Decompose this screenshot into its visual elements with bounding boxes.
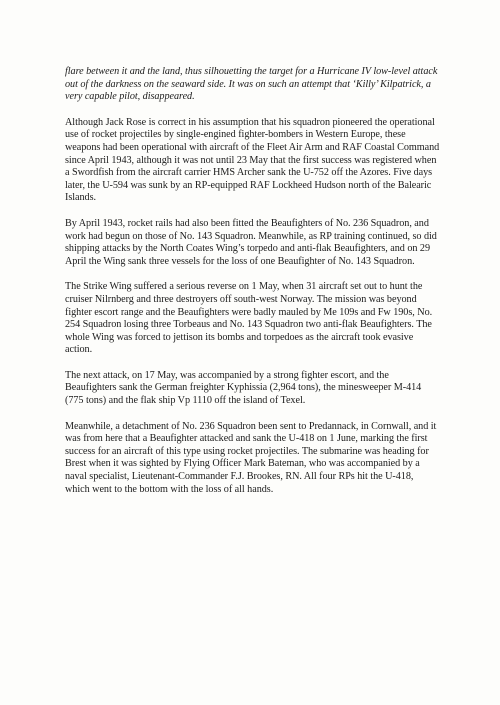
paragraph-rocket-rails: By April 1943, rocket rails had also been fitted the Beaufighters of No. 236 Squadron, and work had begun on those of No. 143 Squadron. Meanwhile, as RP training continued, so did shipping attacks by the North Coates Wing’s torpedo and anti-flak Beaufighters, and on 29 April the Wing sank three vessels for the loss of one Beaufighter of No. 143 Squadron. — [65, 217, 437, 267]
paragraph-quote-continuation: flare between it and the land, thus silhouetting the target for a Hurricane IV low-level attack out of the darkness on the seaward side. It was on such an attempt that ‘Killy’ Kilpatrick, a very capable pilot, disappeared. — [65, 66, 438, 103]
paragraph-rocket-projectiles: Although Jack Rose is correct in his assumption that his squadron pioneered the operational use of rocket projectiles by single-engined fighter-bombers in Western Europe, these weapons had been operational with aircraft of the Fleet Air Arm and RAF Coastal Command since April 1943, although it was not until 23 May that the first success was registered when a Swordfish from the aircraft carrier HMS Archer sank the U-752 off the Azores. Five days later, the U-594 was sunk by an RP-equipped RAF Lockheed Hudson north of the Balearic Islands. — [65, 116, 440, 204]
paragraph-predannack-detachment: Meanwhile, a detachment of No. 236 Squadron been sent to Predannack, in Cornwall, and it was from here that a Beaufighter attacked and sank the U-418 on 1 June, marking the first success for an aircraft of this type using rocket projectiles. The submarine was heading for Brest when it was sighted by Flying Officer Mark Bateman, who was accompanied by a naval specialist, Lieutenant-Commander F.J. Brookes, RN. All four RPs hit the U-418, which went to the bottom with the loss of all hands. — [65, 420, 437, 495]
paragraph-next-attack: The next attack, on 17 May, was accompanied by a strong fighter escort, and the Beaufighters sank the German freighter Kyphissia (2,964 tons), the minesweeper M-414 (775 tons) and the flak ship Vp 1110 off the island of Texel. — [65, 369, 422, 407]
paragraph-strike-wing-reverse: The Strike Wing suffered a serious reverse on 1 May, when 31 aircraft set out to hunt the cruiser Nilrnberg and three destroyers off south-west Norway. The mission was beyond fighter escort range and the Beaufighters were badly mauled by Me 109s and Fw 190s, No. 254 Squadron losing three Torbeaus and No. 143 Squadron two anti-flak Beaufighters. The whole Wing was forced to jettison its bombs and torpedoes as the aircraft took evasive action. — [65, 281, 433, 356]
